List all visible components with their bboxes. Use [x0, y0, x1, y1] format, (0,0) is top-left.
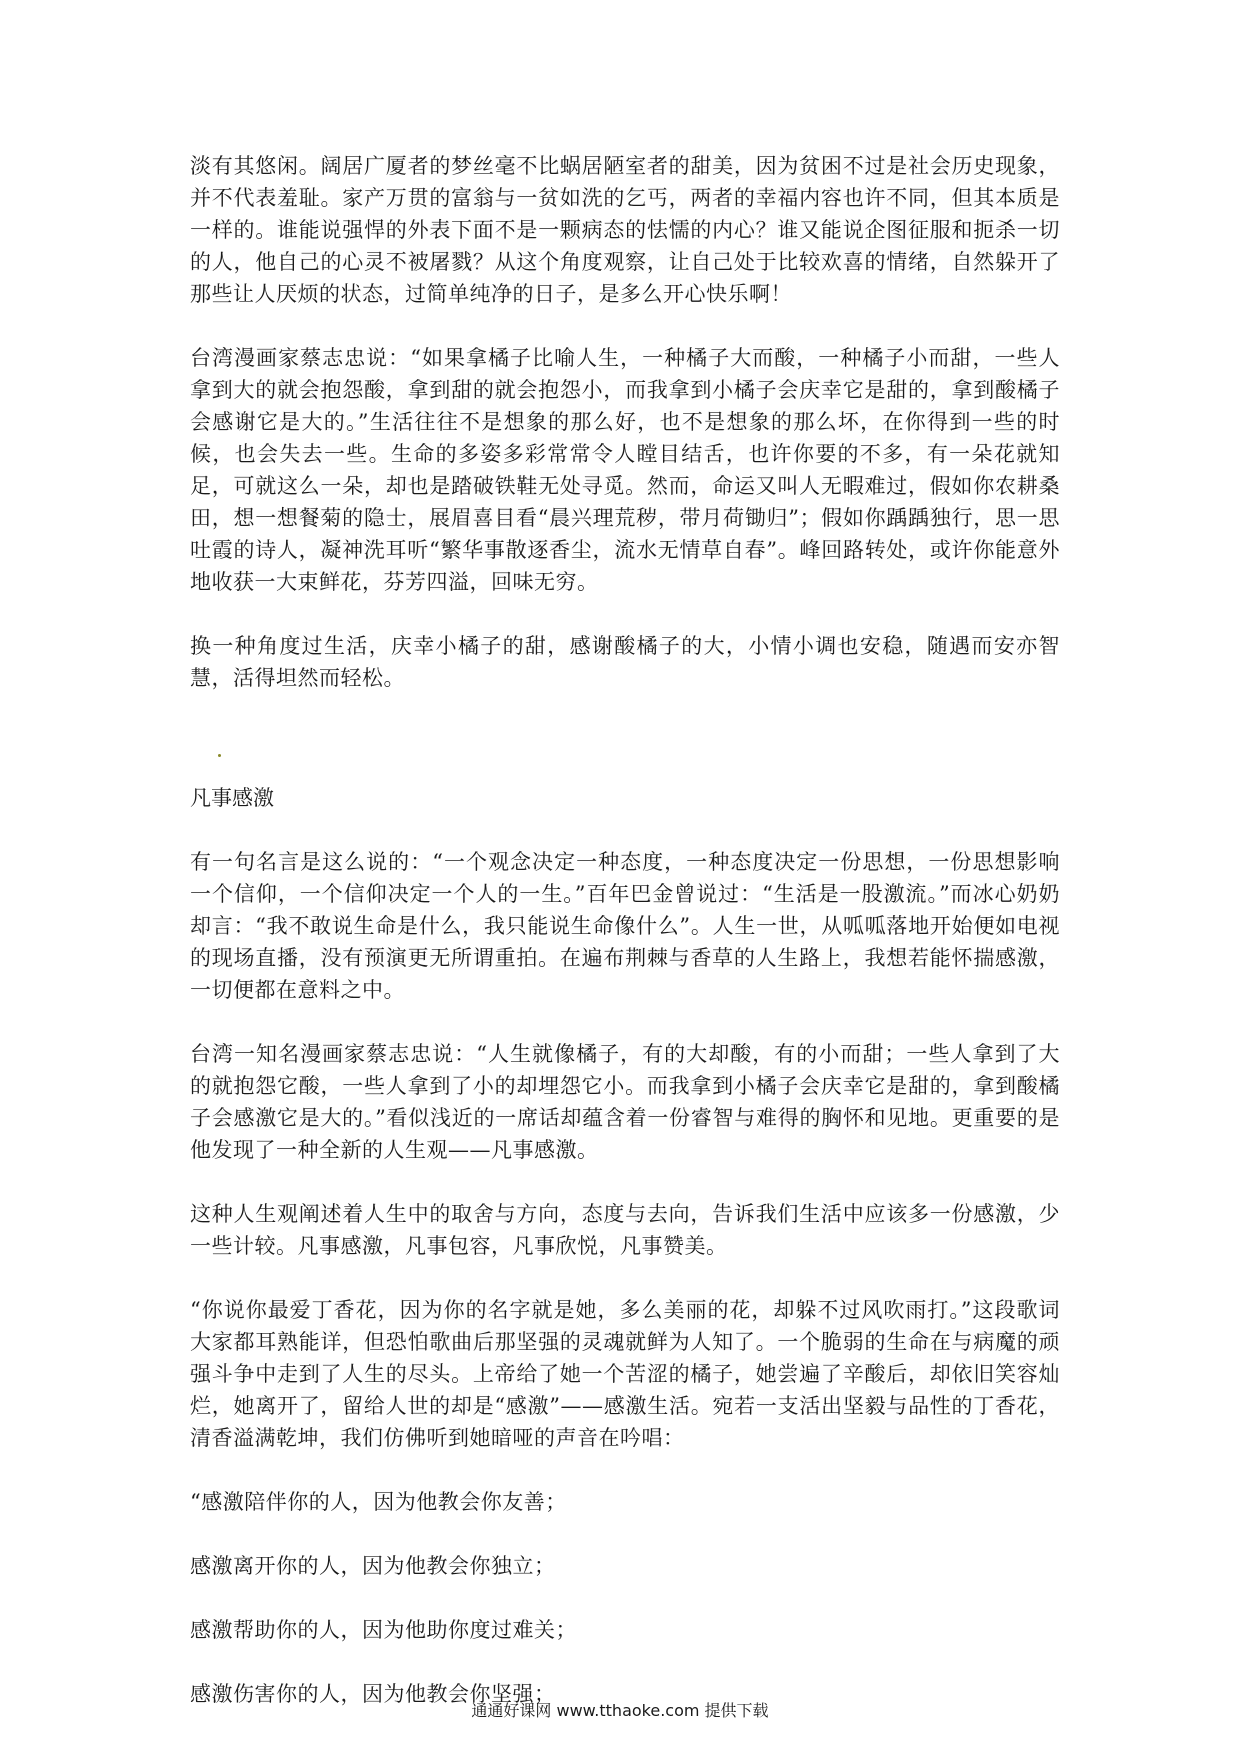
poem-line: 感激伤害你的人，因为他教会你坚强； [190, 1682, 556, 1706]
document-body [190, 150, 1060, 1710]
poem-line: “感激陪伴你的人，因为他教会你友善； [190, 1490, 567, 1514]
paragraph: 台湾一知名漫画家蔡志忠说：“人生就像橘子，有的大却酸，有的小而甜；一些人拿到了大的就抱怨它酸，一些人拿到了小的却埋怨它小。而我拿到小橘子会庆幸它是甜的，拿到酸橘子会感激它是大的。”看似浅近的一席话却蕴含着一份睿智与难得的胸怀和见地。更重要的是他发现了一种全新的人生观——凡事感激。 [190, 1042, 1060, 1162]
paragraph: 这种人生观阐述着人生中的取舍与方向，态度与去向，告诉我们生活中应该多一份感激，少一些计较。凡事感激，凡事包容，凡事欣悦，凡事赞美。 [190, 1202, 1060, 1258]
paragraph: 有一句名言是这么说的：“一个观念决定一种态度，一种态度决定一份思想，一份思想影响一个信仰，一个信仰决定一个人的一生。”百年巴金曾说过：“生活是一股激流。”而冰心奶奶却言：“我不敢说生命是什么，我只能说生命像什么”。人生一世，从呱呱落地开始便如电视的现场直播，没有预演更无所谓重拍。在遍布荆棘与香草的人生路上，我想若能怀揣感激，一切便都在意料之中。 [190, 850, 1060, 1002]
poem-line: 感激离开你的人，因为他教会你独立； [190, 1554, 556, 1578]
page-footer: 通通好课网 www.tthaoke.com 提供下载 [471, 1701, 769, 1720]
section-heading: 凡事感激 [190, 786, 274, 810]
stray-mark-row [190, 742, 1060, 782]
paragraph: 台湾漫画家蔡志忠说：“如果拿橘子比喻人生，一种橘子大而酸，一种橘子小而甜，一些人拿到大的就会抱怨酸，拿到甜的就会抱怨小，而我拿到小橘子会庆幸它是甜的，拿到酸橘子会感谢它是大的。”生活往往不是想象的那么好，也不是想象的那么坏，在你得到一些的时候，也会失去一些。生命的多姿多彩常常令人瞠目结舌，也许你要的不多，有一朵花就知足，可就这么一朵，却也是踏破铁鞋无处寻觅。然而，命运又叫人无暇难过，假如你农耕桑田，想一想餐菊的隐士，展眉喜目看“晨兴理荒秽，带月荷锄归”；假如你踽踽独行，思一思吐霞的诗人，凝神洗耳听“繁华事散逐香尘，流水无情草自春”。峰回路转处，或许你能意外地收获一大束鲜花，芬芳四溢，回味无穷。 [190, 346, 1060, 594]
paragraph: 换一种角度过生活，庆幸小橘子的甜，感谢酸橘子的大，小情小调也安稳，随遇而安亦智慧，活得坦然而轻松。 [190, 634, 1060, 690]
poem-line: 感激帮助你的人，因为他助你度过难关； [190, 1618, 577, 1642]
paragraph: 淡有其悠闲。阔居广厦者的梦丝毫不比蜗居陋室者的甜美，因为贫困不过是社会历史现象，并不代表羞耻。家产万贯的富翁与一贫如洗的乞丐，两者的幸福内容也许不同，但其本质是一样的。谁能说强悍的外表下面不是一颗病态的怯懦的内心？谁又能说企图征服和扼杀一切的人，他自己的心灵不被屠戮？从这个角度观察，让自己处于比较欢喜的情绪，自然躲开了那些让人厌烦的状态，过简单纯净的日子，是多么开心快乐啊！ [190, 154, 1060, 306]
stray-dot [218, 754, 221, 757]
paragraph: “你说你最爱丁香花，因为你的名字就是她，多么美丽的花，却躲不过风吹雨打。”这段歌词大家都耳熟能详，但恐怕歌曲后那坚强的灵魂就鲜为人知了。一个脆弱的生命在与病魔的顽强斗争中走到了人生的尽头。上帝给了她一个苦涩的橘子，她尝遍了辛酸后，却依旧笑容灿烂，她离开了，留给人世的却是“感激”——感激生活。宛若一支活出坚毅与品性的丁香花，清香溢满乾坤，我们仿佛听到她暗哑的声音在吟唱： [190, 1298, 1060, 1450]
